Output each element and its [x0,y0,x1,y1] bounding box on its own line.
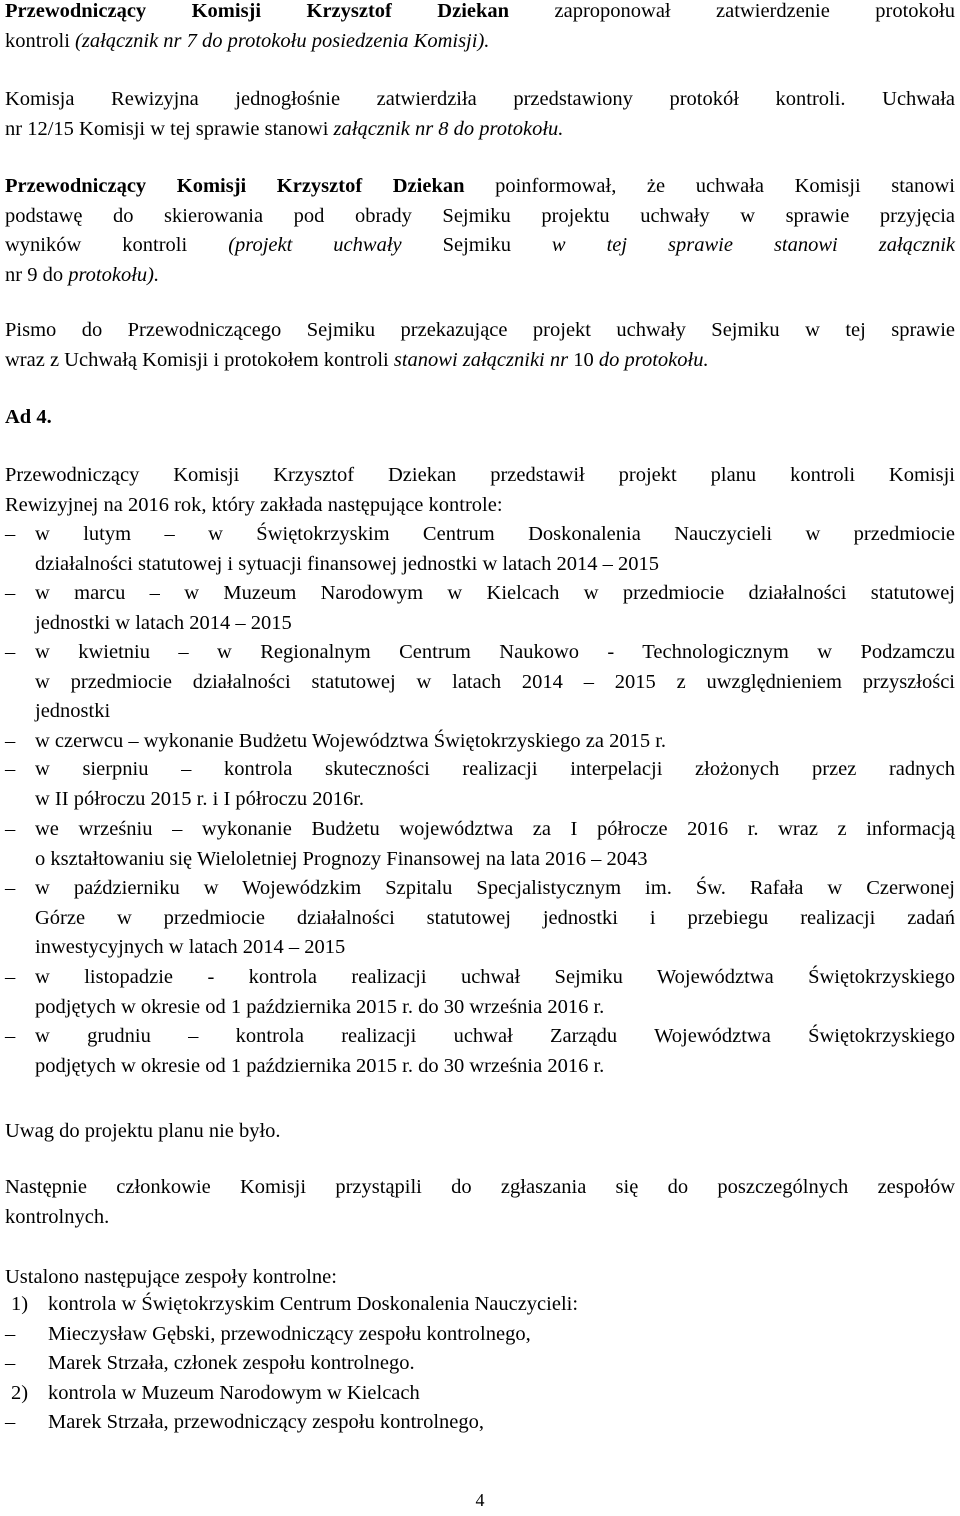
plan-item-line: w kwietniu – w Regionalnym Centrum Naukowo - Technologicznym w Podzamczu [35,641,955,663]
plan-item [5,638,955,727]
dash-bullet: – [5,818,16,840]
paragraph-commission-approval [5,85,955,144]
plan-item-line: działalności statutowej i sytuacji finansowej jednostki w latach 2014 – 2015 [35,552,659,575]
text-line: Uwag do projektu planu nie było. [5,1120,281,1142]
text-line [5,115,955,145]
text-line [5,261,955,291]
text-span: poinformował, że uchwała Komisji stanowi [464,175,955,197]
text-line [5,27,955,57]
plan-item [5,1022,955,1081]
plan-item [5,579,955,638]
plan-item-line: w marcu – w Muzeum Narodowym w Kielcach w przedmiocie działalności statutowej [35,582,955,604]
dash-bullet: – [5,1352,16,1374]
text-span: wyników kontroli [5,234,229,256]
attachment-reference: (załącznik nr 7 do protokołu posiedzenia Komisji). [75,29,490,52]
dash-bullet: – [5,877,16,899]
dash-bullet: – [5,523,16,545]
attachment-reference: protokołu). [68,263,160,286]
text-span: zaproponował zatwierdzenie protokołu [509,0,956,22]
paragraph-teams-signup [5,1173,955,1232]
dash-bullet: – [5,641,16,663]
text-span: wraz z Uchwałą Komisji i protokołem kontroli [5,348,394,371]
text-line: podstawę do skierowania pod obrady Sejmiku projektu uchwały w sprawie przyjęcia [5,204,955,227]
dash-bullet: – [5,1025,16,1047]
text-span: nr 9 do [5,263,69,286]
plan-item-line: jednostki w latach 2014 – 2015 [35,611,292,634]
paragraph-plan-intro [5,461,955,520]
team-label: kontrola w Świętokrzyskim Centrum Doskonalenia Nauczycieli: [48,1293,579,1315]
dash-bullet: – [5,1322,16,1345]
team-member-text: Mieczysław Gębski, przewodniczący zespołu kontrolnego, [48,1322,531,1345]
page-number: 4 [475,1490,485,1510]
heading-text: Ad 4. [5,406,52,428]
dash-bullet: – [5,1411,16,1433]
text-line: Przewodniczący Komisji Krzysztof Dziekan przedstawił projekt planu kontroli Komisji [5,464,955,486]
paragraph-letter [5,316,955,375]
plan-item-line: w październiku w Wojewódzkim Szpitalu Specjalistycznym im. Św. Rafała w Czerwonej [35,877,955,899]
text-line [5,231,955,261]
text-line: Pismo do Przewodniczącego Sejmiku przekazujące projekt uchwały Sejmiku w tej sprawie [5,319,955,341]
paragraph-teams-intro [5,1263,955,1293]
text-line [5,346,955,376]
text-span: stanowi załączniki nr [393,348,569,371]
text-span: Sejmiku [401,234,552,256]
text-line: Następnie członkowie Komisji przystąpili do zgłaszania się do poszczególnych zespołów [5,1176,955,1198]
text-line: Komisja Rewizyjna jednogłośnie zatwierdziła przedstawiony protokół kontroli. Uchwała [5,88,955,110]
text-span: nr 12/15 Komisji w tej sprawie stanowi [5,117,334,140]
plan-item-line: we wrześniu – wykonanie Budżetu województwa za I półrocze 2016 r. wraz z informacją [35,818,955,840]
plan-item-line: jednostki [35,700,111,722]
text-line: Rewizyjnej na 2016 rok, który zakłada następujące kontrole: [5,493,503,516]
paragraph-resolution-info [5,172,955,290]
section-heading [5,403,955,433]
dash-bullet: – [5,758,16,780]
plan-item-line: w grudniu – kontrola realizacji uchwał Zarządu Województwa Świętokrzyskiego [35,1025,955,1047]
plan-item-line: w II półroczu 2015 r. i I półroczu 2016r. [35,787,365,810]
text-line: kontrolnych. [5,1205,110,1228]
plan-item-line: inwestycyjnych w latach 2014 – 2015 [35,936,346,958]
team-number: 2) [11,1381,29,1404]
team-label: kontrola w Muzeum Narodowym w Kielcach [48,1381,420,1404]
plan-item-line: w przedmiocie działalności statutowej w latach 2014 – 2015 z uwzględnieniem przyszłości [35,670,955,693]
plan-item [5,815,955,874]
plan-item-line: podjętych w okresie od 1 października 2015 r. do 30 września 2016 r. [35,1054,605,1077]
speaker-name: Przewodniczący Komisji Krzysztof Dziekan [5,0,510,22]
paragraph-no-remarks [5,1117,955,1147]
team-member-text: Marek Strzała, przewodniczący zespołu kontrolnego, [48,1411,485,1433]
attachment-reference: załącznik nr 8 do protokołu. [333,117,564,140]
paragraph-approval [5,0,955,56]
plan-item-line: o kształtowaniu się Wieloletniej Prognozy Finansowej na lata 2016 – 2043 [35,847,648,870]
plan-item [5,520,955,579]
plan-item-line: w czerwcu – wykonanie Budżetu Województwa Świętokrzyskiego za 2015 r. [35,730,667,752]
plan-item-line: Górze w przedmiocie działalności statutowej jednostki i przebiegu realizacji zadań [35,906,955,929]
team-number: 1) [11,1293,29,1315]
text-line [5,0,955,27]
plan-item [5,963,955,1022]
plan-item-line: w listopadzie - kontrola realizacji uchwał Sejmiku Województwa Świętokrzyskiego [35,966,955,988]
plan-item-line: podjętych w okresie od 1 października 2015 r. do 30 września 2016 r. [35,995,605,1018]
speaker-name: Przewodniczący Komisji Krzysztof Dziekan [5,175,465,197]
team-member-text: Marek Strzała, członek zespołu kontrolnego. [48,1352,415,1374]
dash-bullet: – [5,966,16,988]
dash-bullet: – [5,582,16,604]
dash-bullet: – [5,730,16,752]
attachment-reference: do protokołu. [598,348,709,371]
plan-item [5,755,955,814]
plan-item [5,727,955,757]
plan-item-line: w lutym – w Świętokrzyskim Centrum Doskonalenia Nauczycieli w przedmiocie [35,523,955,545]
plan-item-line: w sierpniu – kontrola skuteczności realizacji interpelacji złożonych przez radnych [35,758,955,780]
plan-item [5,874,955,963]
text-span: kontroli [5,29,76,52]
text-span: 10 [568,348,599,371]
text-span: w tej sprawie stanowi załącznik [551,234,956,256]
text-span: (projekt uchwały [228,234,402,256]
text-line: Ustalono następujące zespoły kontrolne: [5,1266,337,1288]
text-line [5,172,955,202]
